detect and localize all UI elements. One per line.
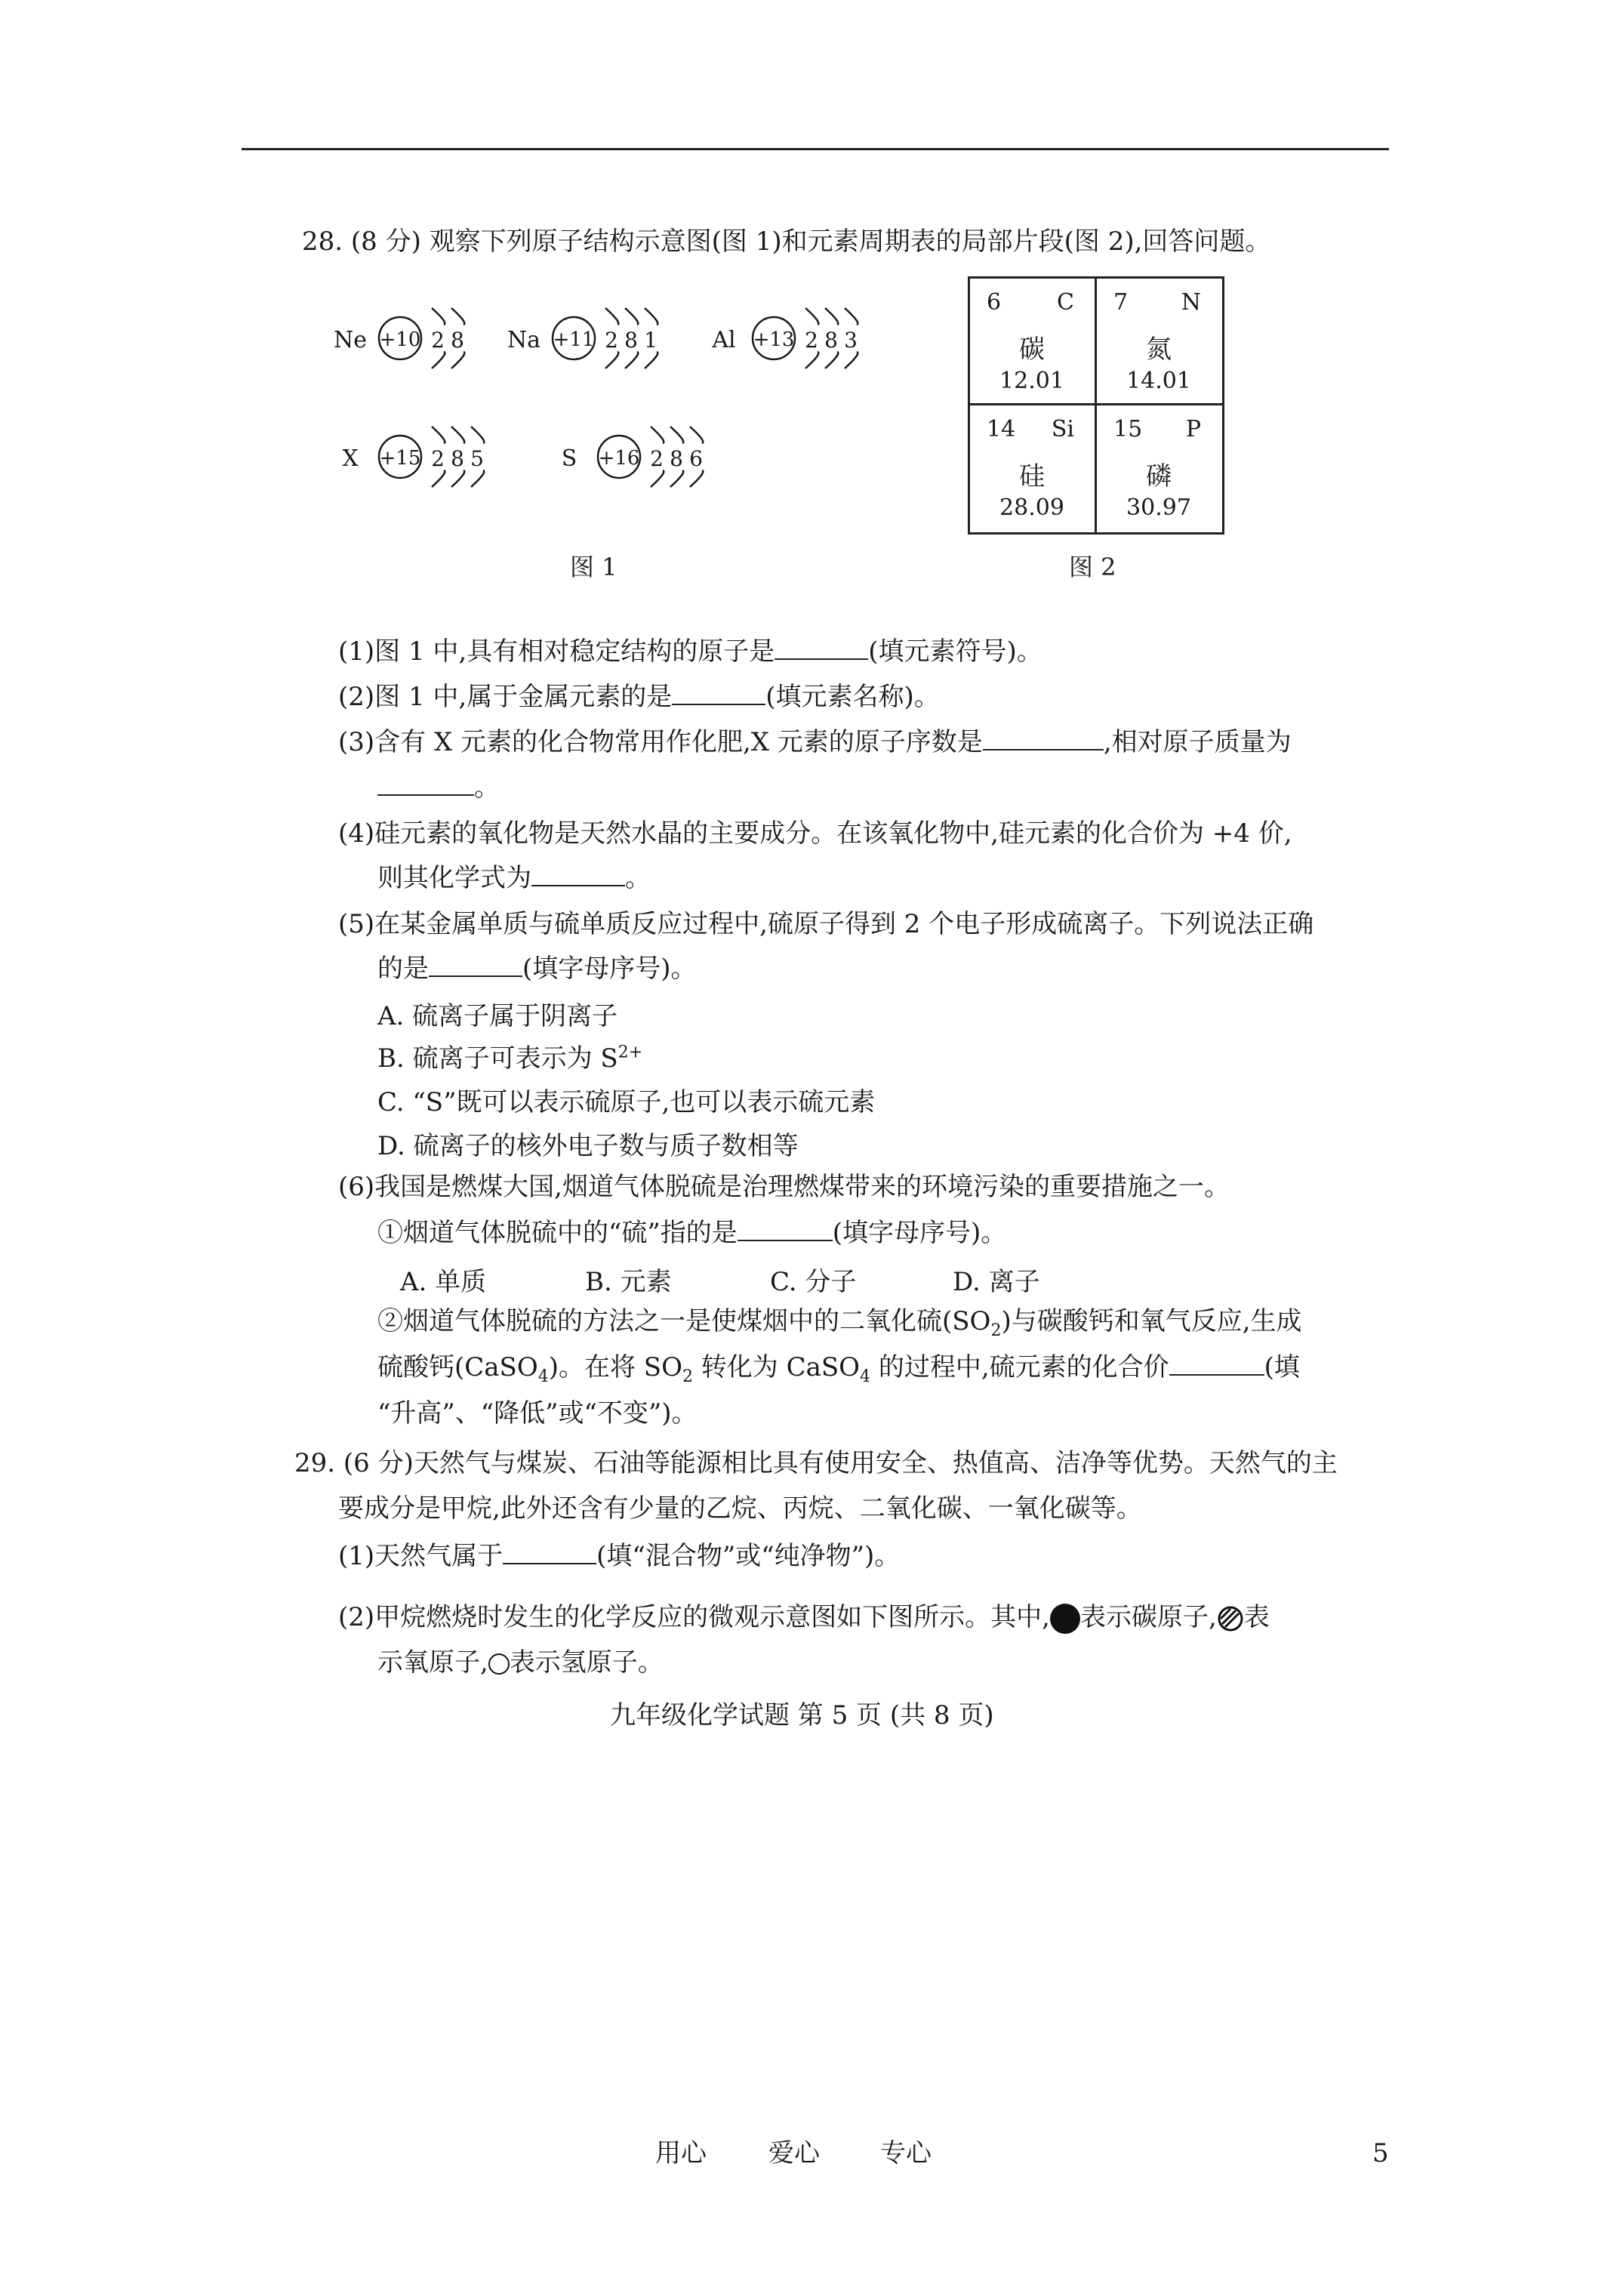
shell-arc	[670, 427, 683, 443]
shell-arc	[645, 308, 658, 325]
shell-arc	[471, 427, 484, 443]
q28-part4-line1: (4)硅元素的氧化物是天然水晶的主要成分。在该氧化物中,硅元素的化合价为 +4 价,	[338, 818, 1292, 849]
q28-part3-cont: 。	[377, 772, 500, 803]
shell-electron-count: 8	[670, 446, 683, 471]
q28-part5-option-b: B. 硫离子可表示为 $S^{2+}$	[377, 1043, 643, 1074]
page-info: 九年级化学试题 第 5 页 (共 8 页)	[610, 1700, 994, 1730]
answer-blank[interactable]	[377, 772, 474, 796]
element-symbol: C	[1057, 289, 1074, 316]
atom-symbol: Al	[712, 327, 736, 353]
oxygen-atom-icon	[1217, 1605, 1244, 1632]
shell-arc	[625, 352, 638, 368]
shell-electron-count: 8	[451, 328, 464, 353]
shell-arc	[845, 308, 858, 325]
shell-arc	[432, 308, 445, 325]
atom-symbol: Ne	[333, 327, 368, 353]
q28-part6-option-c: C. 分子	[770, 1267, 857, 1297]
element-cell-nitrogen	[1097, 279, 1221, 403]
q28-part6-sub2-line2: 硫酸钙(CaSO$_4$)。在将 $SO_2$ 转化为 CaSO$_4$ 的过程中,硫元素的化合价 (填	[377, 1352, 1300, 1386]
q29-part1: (1)天然气属于 (填“混合物”或“纯净物”)。	[338, 1541, 901, 1571]
element-symbol: N	[1181, 289, 1201, 316]
shell-arc	[432, 352, 445, 368]
element-symbol: Si	[1051, 416, 1074, 442]
q28-part5-line2: 的是 (填字母序号)。	[377, 954, 697, 984]
atomic-mass: 14.01	[1126, 368, 1191, 394]
element-cell-phosphorus	[1097, 405, 1221, 530]
atom-diagram-na	[507, 308, 658, 368]
shell-arc	[605, 352, 618, 368]
q28-part6-sub1: ①烟道气体脱硫中的“硫”指的是 (填字母序号)。	[377, 1218, 1007, 1248]
shell-arc	[451, 308, 464, 325]
q28-part1: (1)图 1 中,具有相对稳定结构的原子是 (填元素符号)。	[338, 636, 1042, 667]
atom-symbol: S	[561, 445, 577, 472]
answer-blank[interactable]	[672, 681, 765, 705]
shell-arc	[651, 427, 664, 443]
answer-blank[interactable]	[531, 862, 625, 886]
atom-diagram-s	[562, 427, 704, 487]
shell-arc	[645, 352, 658, 368]
footer-motto-3: 专心	[880, 2138, 932, 2168]
element-name: 磷	[1146, 461, 1172, 492]
element-cell-silicon	[970, 405, 1094, 530]
q28-part5-option-a: A. 硫离子属于阴离子	[377, 1001, 618, 1031]
q28-part6-option-a: A. 单质	[400, 1267, 487, 1297]
shell-arc	[451, 427, 464, 443]
hydrogen-atom-icon	[488, 1653, 510, 1675]
shell-electron-count: 3	[844, 328, 858, 353]
atomic-mass: 12.01	[999, 368, 1064, 394]
answer-blank[interactable]	[775, 636, 868, 660]
shell-arc	[605, 308, 618, 325]
nucleus-charge: +15	[379, 447, 421, 470]
atomic-number: 7	[1113, 289, 1129, 316]
shell-arc	[471, 470, 484, 487]
shell-arc	[670, 470, 683, 487]
carbon-atom-icon	[1050, 1604, 1080, 1634]
answer-blank[interactable]	[503, 1540, 596, 1564]
q28-part6-sub2-line1: ②烟道气体脱硫的方法之一是使煤烟中的二氧化硫$(SO_2)$与碳酸钙和氧气反应,生成	[377, 1306, 1302, 1340]
shell-arc	[825, 352, 838, 368]
shell-electron-count: 2	[431, 446, 445, 471]
atom-diagram-x	[342, 427, 484, 487]
atom-diagram-ne	[334, 308, 464, 368]
shell-arc	[845, 352, 858, 368]
atomic-number: 6	[987, 289, 1002, 316]
q28-header: 28. (8 分) 观察下列原子结构示意图(图 1)和元素周期表的局部片段(图 2),回答问题。	[302, 227, 1271, 257]
q29-line2: 要成分是甲烷,此外还含有少量的乙烷、丙烷、二氧化碳、一氧化碳等。	[338, 1493, 1142, 1524]
shell-arc	[805, 352, 818, 368]
nucleus-charge: +11	[553, 328, 595, 351]
q28-part4-line2: 则其化学式为 。	[377, 863, 651, 893]
answer-blank[interactable]	[983, 726, 1104, 750]
shell-electron-count: 8	[824, 328, 838, 353]
element-name: 氮	[1146, 334, 1172, 365]
atomic-mass: 30.97	[1126, 495, 1191, 521]
element-symbol: P	[1185, 416, 1201, 442]
element-cell-carbon	[970, 279, 1094, 403]
q28-part6-option-b: B. 元素	[585, 1267, 672, 1297]
fig1-caption: 图 1	[570, 553, 617, 581]
shell-arc	[825, 308, 838, 325]
periodic-table-fragment	[968, 276, 1224, 535]
nucleus-charge: +10	[379, 328, 421, 351]
q29-part2-line2: 示氧原子, 表示氢原子。	[377, 1647, 664, 1678]
shell-arc	[690, 427, 703, 443]
footer-motto-1: 用心	[655, 2138, 707, 2168]
shell-electron-count: 8	[624, 328, 638, 353]
shell-electron-count: 5	[470, 446, 484, 471]
q28-part5-line1: (5)在某金属单质与硫单质反应过程中,硫原子得到 2 个电子形成硫离子。下列说法正确	[338, 909, 1314, 939]
atom-symbol: X	[342, 445, 359, 472]
atom-diagram-al	[711, 308, 858, 368]
shell-arc	[432, 427, 445, 443]
shell-electron-count: 2	[805, 328, 818, 353]
answer-blank[interactable]	[738, 1217, 833, 1241]
element-name: 碳	[1019, 334, 1045, 365]
atom-structure-figure	[332, 272, 921, 521]
q28-part5-option-d: D. 硫离子的核外电子数与质子数相等	[377, 1131, 799, 1161]
q29-line1: 29. (6 分)天然气与煤炭、石油等能源相比具有使用安全、热值高、洁净等优势。天然气的主	[294, 1448, 1338, 1478]
answer-blank[interactable]	[1169, 1351, 1264, 1376]
atomic-mass: 28.09	[999, 495, 1064, 521]
shell-arc	[690, 470, 703, 487]
fig2-caption: 图 2	[1069, 553, 1116, 581]
q28-part6-option-d: D. 离子	[953, 1267, 1040, 1297]
nucleus-charge: +16	[598, 447, 640, 470]
atomic-number: 14	[987, 416, 1016, 442]
answer-blank[interactable]	[429, 953, 522, 977]
shell-electron-count: 6	[689, 446, 703, 471]
shell-electron-count: 2	[605, 328, 618, 353]
atomic-number: 15	[1113, 416, 1143, 442]
q28-part3: (3)含有 X 元素的化合物常用作化肥,X 元素的原子序数是 ,相对原子质量为	[338, 727, 1292, 757]
shell-arc	[625, 308, 638, 325]
q28-part2: (2)图 1 中,属于金属元素的是 (填元素名称)。	[338, 682, 940, 712]
q29-part2-line1: (2)甲烷燃烧时发生的化学反应的微观示意图如下图所示。其中, 表示碳原子, 表	[338, 1602, 1270, 1632]
header-rule	[242, 148, 1389, 150]
shell-arc	[432, 470, 445, 487]
q28-part6-sub2-line3: “升高”、“降低”或“不变”)。	[377, 1398, 698, 1428]
footer-motto-2: 爱心	[768, 2138, 820, 2168]
shell-arc	[451, 470, 464, 487]
element-name: 硅	[1019, 461, 1045, 492]
shell-electron-count: 1	[644, 328, 658, 353]
q28-part5-option-c: C. “S”既可以表示硫原子,也可以表示硫元素	[377, 1087, 876, 1117]
atom-symbol: Na	[507, 327, 541, 353]
shell-arc	[651, 470, 664, 487]
shell-electron-count: 8	[451, 446, 464, 471]
shell-arc	[805, 308, 818, 325]
page-number: 5	[1372, 2138, 1389, 2168]
shell-electron-count: 2	[650, 446, 664, 471]
q28-part6-line1: (6)我国是燃煤大国,烟道气体脱硫是治理燃煤带来的环境污染的重要措施之一。	[338, 1172, 1230, 1202]
nucleus-charge: +13	[753, 328, 795, 351]
shell-arc	[451, 352, 464, 368]
shell-electron-count: 2	[431, 328, 445, 353]
